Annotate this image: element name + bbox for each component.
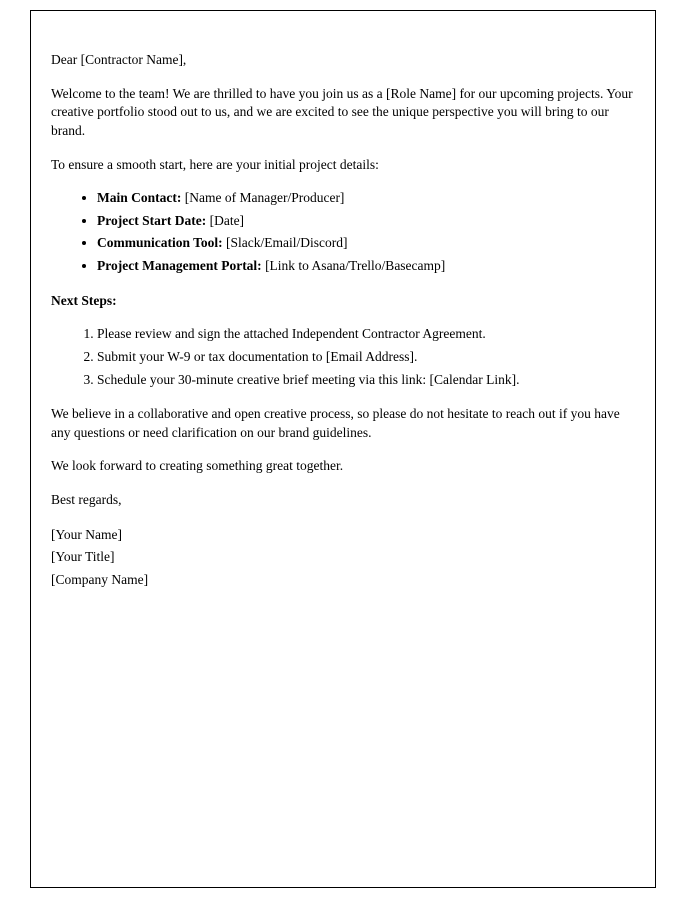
closing-paragraph-2: We look forward to creating something great together. bbox=[51, 458, 344, 474]
list-item bbox=[97, 234, 633, 253]
list-item bbox=[97, 189, 633, 208]
list-item: 1. Please review and sign the attached Independent Contractor Agreement. bbox=[97, 325, 633, 344]
list-item bbox=[97, 212, 633, 231]
details-intro: To ensure a smooth start, here are your initial project details: bbox=[51, 156, 379, 172]
salutation: Dear [Contractor Name], bbox=[51, 52, 187, 67]
detail-value: [Name of Manager/Producer] bbox=[181, 190, 345, 206]
signature-company: [Company Name] bbox=[51, 571, 149, 587]
signature-name: [Your Name] bbox=[51, 526, 122, 542]
closing-paragraph-1: We believe in a collaborative and open creative process, so please do not hesitate to reach out if you have any questions or need clarification on our brand guidelines. bbox=[51, 406, 620, 440]
detail-label: Communication Tool: bbox=[97, 235, 223, 251]
next-steps-list bbox=[51, 325, 633, 389]
project-details-list bbox=[51, 189, 633, 276]
list-item: 2. Submit your W-9 or tax documentation to [Email Address]. bbox=[97, 348, 633, 367]
list-item: 3. Schedule your 30-minute creative brief meeting via this link: [Calendar Link]. bbox=[97, 371, 633, 390]
detail-value: [Link to Asana/Trello/Basecamp] bbox=[261, 258, 446, 273]
signature-title: [Your Title] bbox=[51, 549, 115, 565]
detail-value: [Slack/Email/Discord] bbox=[222, 235, 348, 251]
detail-label: Project Start Date: bbox=[97, 212, 207, 228]
detail-label: Project Management Portal: bbox=[97, 258, 262, 273]
next-steps-heading: Next Steps: bbox=[51, 292, 117, 308]
sign-off: Best regards, bbox=[51, 492, 122, 507]
letter-page bbox=[30, 10, 656, 888]
intro-paragraph: Welcome to the team! We are thrilled to have you join us as a [Role Name] for our upcoming projects. Your creative portfolio stood out to us, and we are excited to see the unique perspective you will bring to our brand. bbox=[51, 85, 633, 138]
signature-block bbox=[51, 526, 633, 590]
detail-label: Main Contact: bbox=[97, 190, 182, 206]
detail-value: [Date] bbox=[206, 212, 245, 228]
list-item bbox=[97, 257, 633, 276]
